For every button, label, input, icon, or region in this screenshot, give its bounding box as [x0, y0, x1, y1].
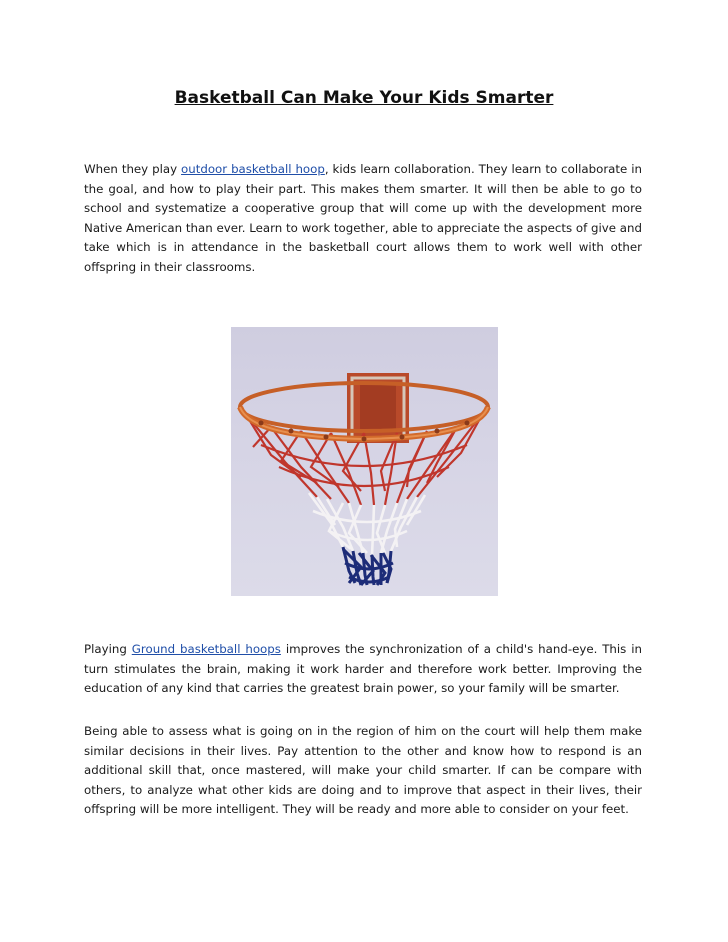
document-title: Basketball Can Make Your Kids Smarter [174, 88, 554, 108]
basketball-hoop-image [231, 327, 498, 596]
paragraph-collaboration [84, 160, 642, 277]
ground-basketball-hoops-link[interactable]: Ground basketball hoops [131, 642, 281, 656]
paragraph-text: , kids learn collaboration. They learn to collaborate in the goal, and how to play their part. This makes them smarter. It will then be able to go to school and systematize a cooperative group that will come up with the development more Native American than ever. Learn to work together, able to appreciate the aspects of give and take which is in attendance in the basketball court allows them to work well with other offspring in their classrooms. [84, 162, 642, 274]
paragraph-text: When they play [84, 162, 182, 176]
paragraph-text: improves the synchronization of a child's hand-eye. This in turn stimulates the brain, making it work harder and therefore work better. Improving the education of any kind that carries the greatest brain power, so your family will be smarter. [84, 642, 642, 695]
outdoor-basketball-hoop-link[interactable]: outdoor basketball hoop [181, 162, 325, 176]
paragraph-hand-eye [84, 640, 642, 699]
paragraph-text: Playing [84, 642, 132, 656]
paragraph-awareness: Being able to assess what is going on in the region of him on the court will help them make similar decisions in their lives. Pay attention to the other and know how to respond is an additional skill that, once mastered, will make your child smarter. If can be compare with others, to analyze what other kids are doing and to improve that aspect in their lives, their offspring will be more intelligent. They will be ready and more able to consider on your feet. [84, 724, 642, 816]
basketball-hoop-icon [231, 327, 498, 596]
